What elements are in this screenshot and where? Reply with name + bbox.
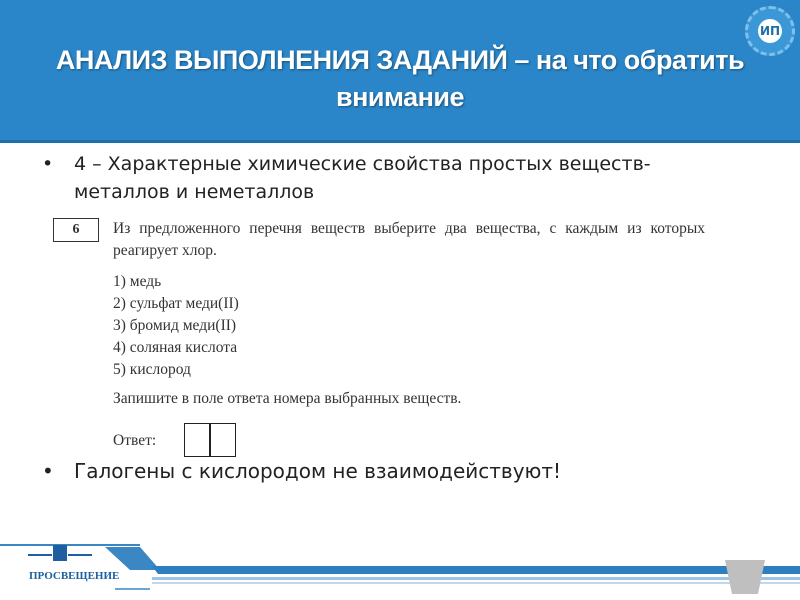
answer-cell[interactable] [210,423,236,457]
prosveshchenie-logo-icon [53,545,67,561]
option-item: 4) соляная кислота [113,339,238,356]
footer-logo-text: ПРОСВЕЩЕНИЕ [29,570,120,582]
option-item: 5) кислород [113,361,191,378]
option-item: 1) медь [113,273,162,290]
task-number: 6 [53,218,99,242]
slide-header [0,0,800,143]
slide-title: АНАЛИЗ ВЫПОЛНЕНИЯ ЗАДАНИЙ – на что обратить внимание [55,45,745,112]
emblem-logo-icon: ИП [745,6,795,56]
answer-cell[interactable] [184,423,210,457]
option-item: 3) бромид меди(II) [113,317,237,334]
task-question: Из предложенного перечня веществ выберите два вещества, с каждым из которых реагирует хлор. [113,220,705,259]
task-instruction: Запишите в поле ответа номера выбранных веществ. [113,390,462,407]
footer-decoration [0,540,800,600]
bookmark-icon [725,560,765,594]
answer-label: Ответ: [113,432,157,449]
option-item: 2) сульфат меди(II) [113,295,239,312]
